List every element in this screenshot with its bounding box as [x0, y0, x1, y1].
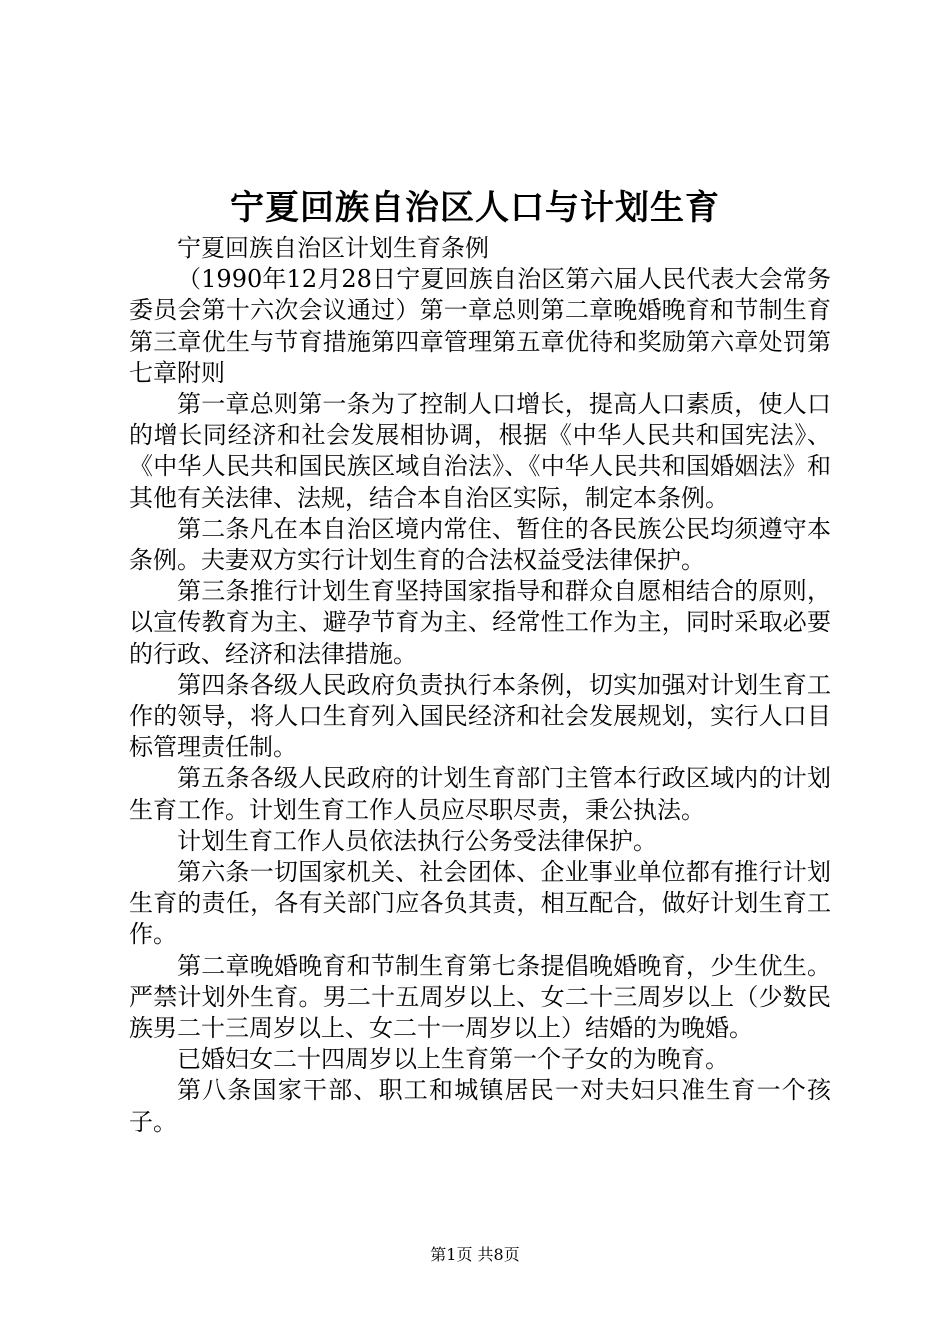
paragraph-article-2: 第二条凡在本自治区境内常住、暂住的各民族公民均须遵守本条例。夫妻双方实行计划生育的合法权益受法律保护。: [129, 514, 831, 575]
paragraph-article-3: 第三条推行计划生育坚持国家指导和群众自愿相结合的原则，以宣传教育为主、避孕节育为主、经常性工作为主，同时采取必要的行政、经济和法律措施。: [129, 577, 831, 668]
page-number: 第1页 共8页: [430, 1245, 520, 1264]
paragraph-article-7-cont: 已婚妇女二十四周岁以上生育第一个子女的为晚育。: [177, 1045, 729, 1074]
paragraph-article-8: 第八条国家干部、职工和城镇居民一对夫妇只准生育一个孩子。: [129, 1076, 831, 1136]
paragraph-article-6: 第六条一切国家机关、社会团体、企业事业单位都有推行计划生育的责任，各有关部门应各负其责，相互配合，做好计划生育工作。: [129, 858, 831, 949]
paragraph-adoption-note: （1990年12月28日宁夏回族自治区第六届人民代表大会常务委员会第十六次会议通过）第一章总则第二章晚婚晚育和节制生育第三章优生与节育措施第四章管理第五章优待和奖励第六章处罚第七章附则: [129, 265, 831, 387]
paragraph-article-5: 第五条各级人民政府的计划生育部门主管本行政区域内的计划生育工作。计划生育工作人员应尽职尽责，秉公执法。: [129, 764, 831, 824]
paragraph-regulation-name: 宁夏回族自治区计划生育条例: [177, 234, 489, 262]
paragraph-article-5-cont: 计划生育工作人员依法执行公务受法律保护。: [177, 826, 657, 855]
paragraph-article-1: 第一章总则第一条为了控制人口增长，提高人口素质，使人口的增长同经济和社会发展相协调，根据《中华人民共和国宪法》、《中华人民共和国民族区域自治法》、《中华人民共和国婚姻法》和其他有关法律、法规，结合本自治区实际，制定本条例。: [129, 390, 831, 512]
document-title: 宁夏回族自治区人口与计划生育: [230, 188, 720, 228]
paragraph-article-7: 第二章晚婚晚育和节制生育第七条提倡晚婚晚育，少生优生。严禁计划外生育。男二十五周岁以上、女二十三周岁以上（少数民族男二十三周岁以上、女二十一周岁以上）结婚的为晚婚。: [129, 951, 831, 1043]
paragraph-article-4: 第四条各级人民政府负责执行本条例，切实加强对计划生育工作的领导，将人口生育列入国民经济和社会发展规划，实行人口目标管理责任制。: [129, 670, 831, 762]
document-body: [129, 233, 831, 1138]
